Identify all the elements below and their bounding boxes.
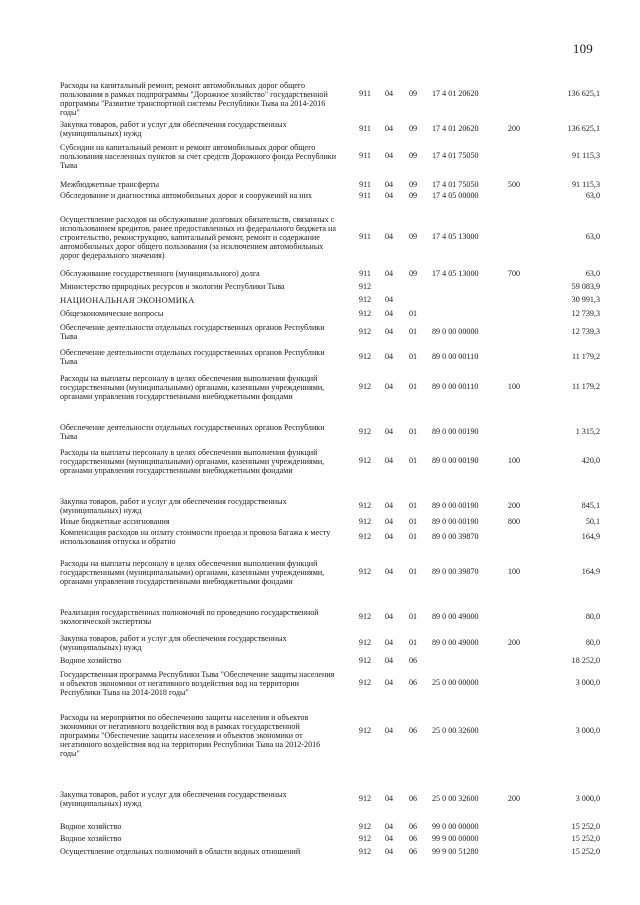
cell-pr: 01 [408,327,418,336]
cell-sum: 164,9 [581,532,600,541]
cell-rz: 04 [384,309,394,318]
page-number: 109 [572,41,593,56]
cell-pr: 06 [408,794,418,803]
row-name: Государственная программа Республики Тыва "Обеспечение защиты населения и объектов экономики от негативного воздействия вод на территории Республики Тыва на 2014-2018 годы" [60,670,335,697]
table-row [60,671,600,698]
row-name: Закупка товаров, работ и услуг для обеспечения государственных (муниципальных) нужд [60,634,287,652]
cell-rz: 04 [384,269,394,278]
cell-ved: 912 [358,794,372,803]
cell-pr: 01 [408,567,418,576]
row-name: Осуществление отдельных полномочий в области водных отношений [60,847,301,856]
cell-csr: 89 0 00 00190 [432,501,479,510]
row-name: Межбюджетные трансферты [60,180,160,189]
table-row [60,310,600,319]
cell-pr: 06 [408,822,418,831]
cell-csr: 17 4 01 75050 [432,151,479,160]
cell-sum: 15 252,0 [571,822,600,831]
cell-rz: 04 [384,191,394,200]
cell-vr: 200 [507,638,521,647]
cell-vr: 200 [507,794,521,803]
cell-ved: 912 [358,295,372,304]
cell-sum: 3 000,0 [575,678,600,687]
row-name: Иные бюджетные ассигнования [60,517,170,526]
cell-rz: 04 [384,124,394,133]
cell-ved: 912 [358,612,372,621]
table-row [60,324,600,342]
cell-rz: 04 [384,382,394,391]
cell-sum: 1 315,2 [575,427,600,436]
cell-pr: 01 [408,638,418,647]
cell-csr: 99 9 00 51280 [432,847,479,856]
cell-pr: 06 [408,847,418,856]
table-row [60,657,600,666]
cell-sum: 11 179,2 [571,352,600,361]
table-row [60,121,600,139]
cell-ved: 912 [358,427,372,436]
cell-sum: 91 115,3 [571,180,600,189]
table-row [60,283,600,292]
cell-sum: 3 000,0 [575,794,600,803]
table-row [60,714,600,759]
cell-rz: 04 [384,456,394,465]
row-name: Закупка товаров, работ и услуг для обеспечения государственных (муниципальных) нужд [60,120,287,138]
cell-rz: 04 [384,295,394,304]
cell-vr: 200 [507,501,521,510]
cell-rz: 04 [384,501,394,510]
table-row [60,848,600,857]
row-name: Общеэкономические вопросы [60,309,164,318]
cell-sum: 63,0 [585,232,600,241]
cell-ved: 912 [358,456,372,465]
table-row [60,349,600,367]
cell-pr: 06 [408,834,418,843]
cell-csr: 25 0 00 00000 [432,678,479,687]
cell-csr: 89 0 00 49000 [432,612,479,621]
cell-pr: 06 [408,656,418,665]
cell-csr: 89 0 00 00000 [432,327,479,336]
cell-ved: 912 [358,726,372,735]
cell-csr: 25 0 00 32600 [432,794,479,803]
cell-vr: 100 [507,382,521,391]
row-name: Водное хозяйство [60,656,122,665]
cell-csr: 89 0 00 00110 [432,382,479,391]
cell-pr: 09 [408,232,418,241]
cell-pr: 09 [408,269,418,278]
table-row [60,375,600,402]
row-name: Водное хозяйство [60,822,122,831]
cell-sum: 136 625,1 [567,124,600,133]
cell-csr: 25 0 00 32600 [432,726,479,735]
cell-ved: 911 [359,191,371,200]
cell-csr: 89 0 00 49000 [432,638,479,647]
row-name: Расходы на выплаты персоналу в целях обеспечения выполнения функций государственными (муниципальными) органами, казенными учреждениями, органами управления государственными внебюджетными фондами [60,374,325,401]
cell-sum: 91 115,3 [571,151,600,160]
row-name: Осуществление расходов на обслуживание долговых обязательств, связанных с использованием кредитов, ранее предоставленных из федерального бюджета на строительство, реконструкцию, капитальный ремонт, ремонт и содержание автомобильных дорог общего пользования (за исключением автомобильных дорог федерального значения) [60,215,336,260]
table-row [60,449,600,476]
cell-sum: 164,9 [581,567,600,576]
table-row [60,181,600,190]
cell-sum: 80,0 [585,612,600,621]
cell-csr: 17 4 05 13000 [432,269,479,278]
cell-ved: 911 [359,269,371,278]
cell-pr: 01 [408,612,418,621]
cell-rz: 04 [384,327,394,336]
cell-ved: 912 [358,678,372,687]
cell-rz: 04 [384,352,394,361]
row-name: Водное хозяйство [60,834,122,843]
cell-ved: 912 [358,282,372,291]
cell-ved: 912 [358,382,372,391]
cell-csr: 89 0 00 39870 [432,567,479,576]
row-name: Расходы на выплаты персоналу в целях обеспечения выполнения функций государственными (муниципальными) органами, казенными учреждениями, органами управления государственными внебюджетными фондами [60,559,325,586]
row-name: Закупка товаров, работ и услуг для обеспечения государственных (муниципальных) нужд [60,497,287,515]
cell-sum: 59 083,9 [571,282,600,291]
row-name: Обеспечение деятельности отдельных государственных органов Республики Тыва [60,423,325,441]
cell-vr: 100 [507,567,521,576]
table-row [60,529,600,547]
table-row [60,144,600,171]
cell-ved: 912 [358,501,372,510]
cell-rz: 04 [384,834,394,843]
row-name: Обеспечение деятельности отдельных государственных органов Республики Тыва [60,348,325,366]
cell-ved: 912 [358,656,372,665]
table-row [60,82,600,118]
row-name: Министерство природных ресурсов и экологии Республики Тыва [60,282,285,291]
cell-sum: 80,0 [585,638,600,647]
row-name: Компенсация расходов на оплату стоимости проезда и провоза багажа к месту использования отпуска и обратно [60,528,331,546]
cell-pr: 01 [408,501,418,510]
cell-csr: 99 9 00 00000 [432,834,479,843]
cell-sum: 30 991,3 [571,295,600,304]
cell-ved: 911 [359,124,371,133]
cell-ved: 912 [358,309,372,318]
cell-csr: 17 4 05 00000 [432,191,479,200]
cell-pr: 01 [408,309,418,318]
row-name: Расходы на мероприятия по обеспечению защиты населения и объектов экономики от негативного воздействия вод в рамках государственной программы "Обеспечение защиты населения и объектов экономики от негативного воздействия вод на территории Республики Тыва на 2012-2016 годы" [60,713,321,758]
cell-vr: 100 [507,456,521,465]
cell-pr: 09 [408,180,418,189]
table-row [60,216,600,261]
cell-sum: 3 000,0 [575,726,600,735]
cell-ved: 912 [358,532,372,541]
row-name: Обследование и диагностика автомобильных дорог и сооружений на них [60,191,313,200]
cell-csr: 89 0 00 00190 [432,427,479,436]
table-row [60,498,600,516]
row-name: Реализация государственных полномочий по проведению государственной экологической экспертизы [60,608,319,626]
cell-rz: 04 [384,567,394,576]
cell-sum: 63,0 [585,269,600,278]
cell-ved: 911 [359,232,371,241]
cell-rz: 04 [384,232,394,241]
cell-rz: 04 [384,678,394,687]
cell-pr: 09 [408,89,418,98]
row-name: Субсидии на капитальный ремонт и ремонт автомобильных дорог общего пользования населенных пунктов за счет средств Дорожного фонда Республики Тыва [60,143,337,170]
table-row [60,296,600,305]
cell-ved: 912 [358,517,372,526]
cell-pr: 01 [408,427,418,436]
cell-rz: 04 [384,532,394,541]
table-row [60,424,600,442]
cell-sum: 63,0 [585,191,600,200]
row-name: Обеспечение деятельности отдельных государственных органов Республики Тыва [60,323,325,341]
cell-pr: 01 [408,532,418,541]
cell-rz: 04 [384,794,394,803]
cell-rz: 04 [384,151,394,160]
cell-csr: 17 4 01 20620 [432,89,479,98]
cell-rz: 04 [384,847,394,856]
cell-sum: 420,0 [581,456,600,465]
cell-vr: 700 [507,269,521,278]
cell-sum: 12 739,3 [571,309,600,318]
cell-sum: 11 179,2 [571,382,600,391]
cell-csr: 17 4 05 13000 [432,232,479,241]
table-row [60,823,600,832]
cell-rz: 04 [384,612,394,621]
table-row [60,791,600,809]
cell-rz: 04 [384,822,394,831]
cell-sum: 15 252,0 [571,847,600,856]
table-row [60,635,600,653]
row-name: НАЦИОНАЛЬНАЯ ЭКОНОМИКА [60,295,195,305]
cell-pr: 01 [408,382,418,391]
cell-rz: 04 [384,656,394,665]
row-name: Расходы на капитальный ремонт, ремонт автомобильных дорог общего пользования в рамках подпрограммы "Дорожное хозяйство" государственной программы "Развитие транспортной системы Республики Тыва на 2014-2016 годы" [60,81,328,117]
cell-ved: 911 [359,151,371,160]
cell-sum: 18 252,0 [571,656,600,665]
cell-csr: 89 0 00 39870 [432,532,479,541]
table-row [60,518,600,527]
cell-sum: 845,1 [581,501,600,510]
cell-rz: 04 [384,89,394,98]
row-name: Обслуживание государственного (муниципального) долга [60,269,260,278]
cell-pr: 01 [408,456,418,465]
cell-sum: 50,1 [585,517,600,526]
cell-ved: 912 [358,352,372,361]
cell-pr: 09 [408,191,418,200]
cell-vr: 800 [507,517,521,526]
row-name: Расходы на выплаты персоналу в целях обеспечения выполнения функций государственными (муниципальными) органами, казенными учреждениями, органами управления государственными внебюджетными фондами [60,448,325,475]
cell-csr: 89 0 00 00190 [432,456,479,465]
cell-vr: 500 [507,180,521,189]
cell-vr: 200 [507,124,521,133]
cell-rz: 04 [384,180,394,189]
cell-pr: 09 [408,124,418,133]
cell-ved: 912 [358,638,372,647]
cell-ved: 912 [358,327,372,336]
cell-csr: 99 0 00 00000 [432,822,479,831]
table-row [60,270,600,279]
cell-rz: 04 [384,726,394,735]
cell-rz: 04 [384,427,394,436]
cell-sum: 136 625,1 [567,89,600,98]
table-row [60,560,600,587]
cell-csr: 17 4 01 20620 [432,124,479,133]
cell-ved: 912 [358,834,372,843]
cell-ved: 911 [359,180,371,189]
cell-csr: 89 0 00 00190 [432,517,479,526]
cell-sum: 12 739,3 [571,327,600,336]
cell-pr: 06 [408,726,418,735]
cell-pr: 01 [408,517,418,526]
cell-pr: 06 [408,678,418,687]
cell-csr: 89 0 00 00110 [432,352,479,361]
row-name: Закупка товаров, работ и услуг для обеспечения государственных (муниципальных) нужд [60,790,287,808]
table-row [60,192,600,201]
cell-pr: 01 [408,352,418,361]
table-row [60,835,600,844]
cell-sum: 15 252,0 [571,834,600,843]
table-row [60,609,600,627]
cell-ved: 912 [358,822,372,831]
cell-pr: 09 [408,151,418,160]
cell-ved: 912 [358,847,372,856]
cell-rz: 04 [384,517,394,526]
cell-csr: 17 4 01 75050 [432,180,479,189]
cell-rz: 04 [384,638,394,647]
cell-ved: 912 [358,567,372,576]
cell-ved: 911 [359,89,371,98]
